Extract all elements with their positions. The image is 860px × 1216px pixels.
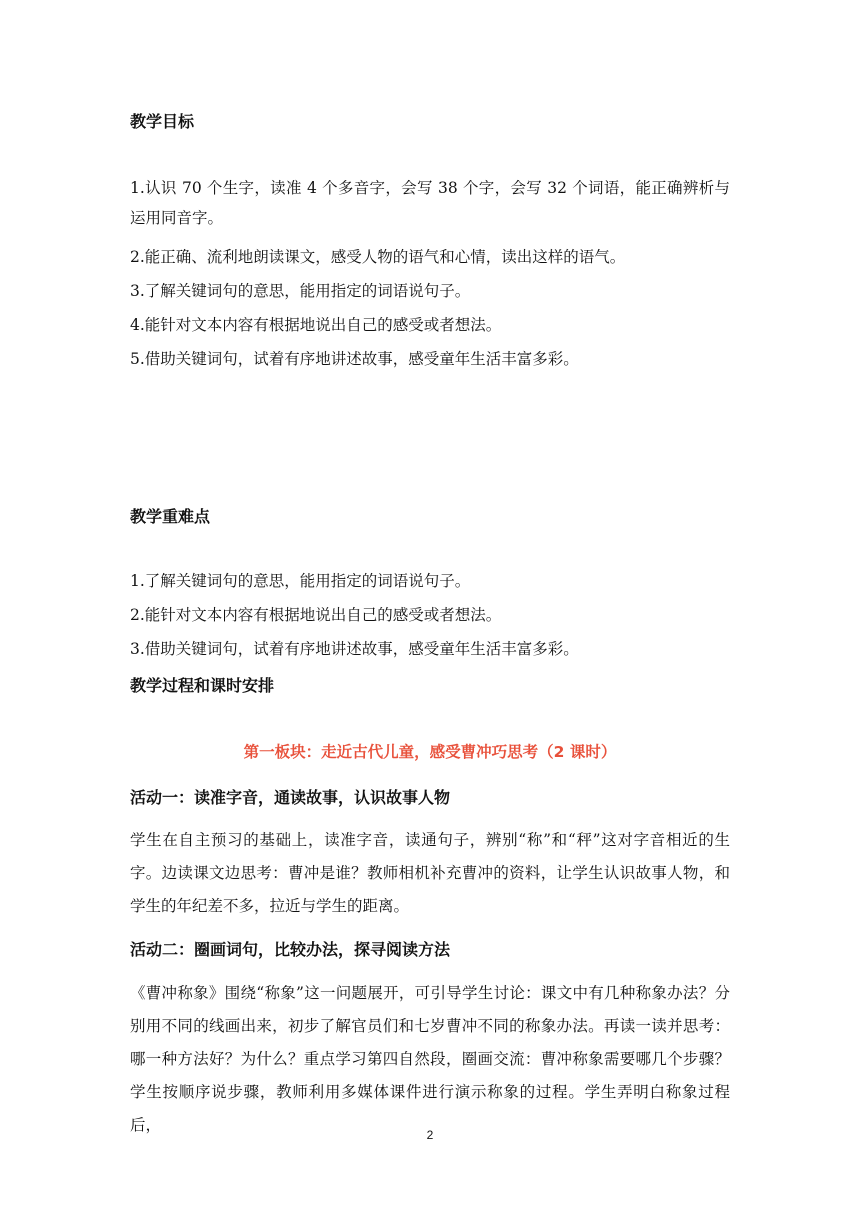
goal-item-5: 5.借助关键词句，试着有序地讲述故事，感受童年生活丰富多彩。 [130,350,579,368]
key-point-item-3: 3.借助关键词句，试着有序地讲述故事，感受童年生活丰富多彩。 [130,640,579,658]
key-points-heading: 教学重难点 [130,507,211,526]
goal-item-3: 3.了解关键词句的意思，能用指定的词语说句子。 [130,282,471,300]
activity1-title: 活动一：读准字音，通读故事，认识故事人物 [130,788,451,807]
page-number: 2 [426,1128,434,1142]
key-point-item-1: 1.了解关键词句的意思，能用指定的词语说句子。 [130,572,471,590]
goals-heading: 教学目标 [130,112,195,131]
block-title: 第一板块：走近古代儿童，感受曹冲巧思考（2 课时） [243,743,617,761]
key-point-item-2: 2.能针对文本内容有根据地说出自己的感受或者想法。 [130,606,502,624]
activity2-text: 《曹冲称象》围绕“称象”这一问题展开，可引导学生讨论：课文中有几种称象办法？分别用不同的线画出来，初步了解官员们和七岁曹冲不同的称象办法。再读一读并思考：哪一种方法好？为什么？重点学习第四自然段，圈画交流：曹冲称象需要哪几个步骤？学生按顺序说步骤，教师利用多媒体课件进行演示称象的过程。学生弄明白称象过程后， [130,984,730,1134]
process-heading: 教学过程和课时安排 [130,676,275,695]
goal-item-1: 1.认识 70 个生字，读准 4 个多音字，会写 38 个字，会写 32 个词语，能正确辨析与运用同音字。 [130,179,730,227]
activity2-title: 活动二：圈画词句，比较办法，探寻阅读方法 [130,940,451,959]
goal-item-2: 2.能正确、流利地朗读课文，感受人物的语气和心情，读出这样的语气。 [130,248,626,266]
activity1-text: 学生在自主预习的基础上，读准字音，读通句子，辨别“称”和“秤”这对字音相近的生字。边读课文边思考：曹冲是谁？教师相机补充曹冲的资料，让学生认识故事人物，和学生的年纪差不多，拉近与学生的距离。 [130,831,730,915]
goal-item-4: 4.能针对文本内容有根据地说出自己的感受或者想法。 [130,316,502,334]
